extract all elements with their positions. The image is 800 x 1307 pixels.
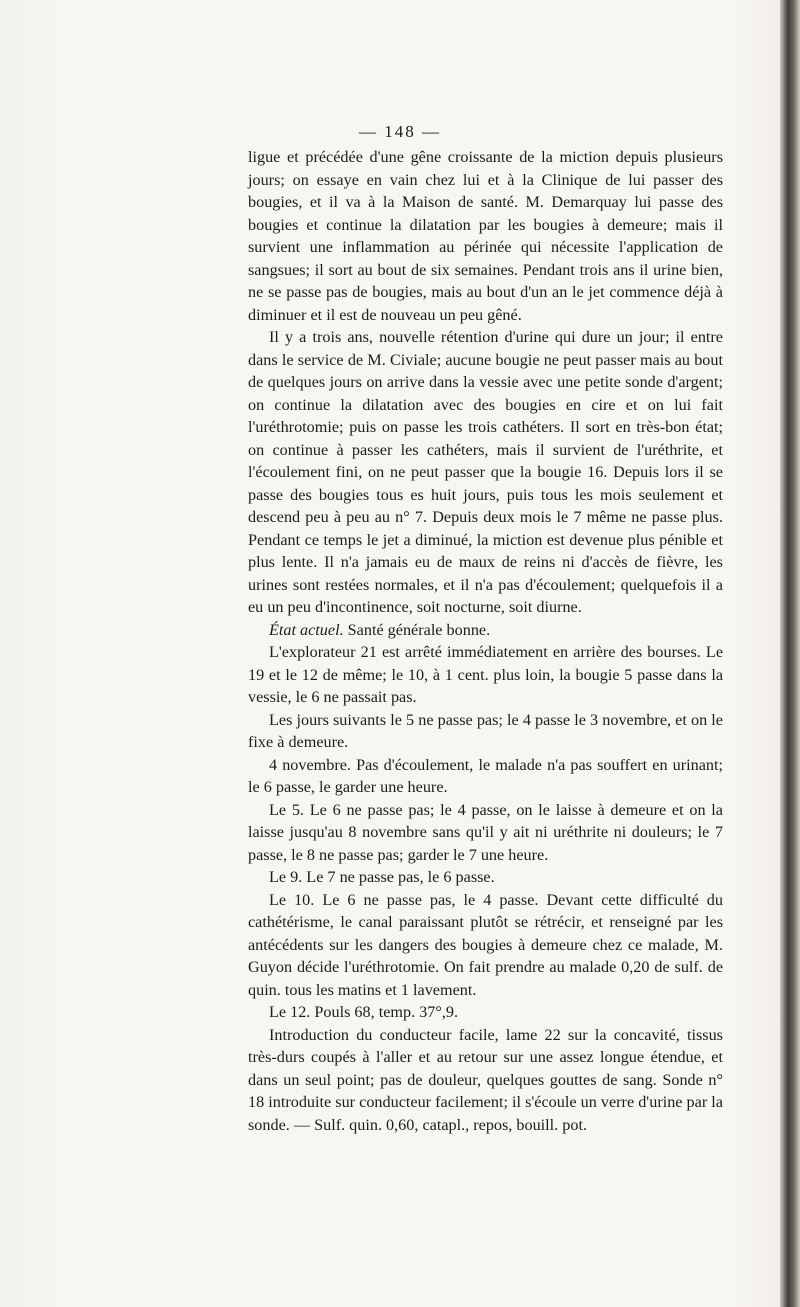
section-label: État actuel. [269, 620, 344, 639]
paragraph: Il y a trois ans, nouvelle rétention d'urine qui dure un jour; il entre dans le service de M. Civiale; aucune bougie ne peut passer mais au bout de quelques jours on arrive dans la vessie avec une petite sonde d'argent; on continue la dilatation avec des bougies en cire et on lui fait l'uréthrotomie; puis on passe les trois cathéters. Il sort en très-bon état; on continue à passer les cathéters, mais il survient de l'uréthrite, et l'écoulement fini, on ne peut passer que la bougie 16. Depuis lors il se passe des bougies tous es huit jours, puis tous les mois seulement et descend peu à peu au n° 7. Depuis deux mois le 7 même ne passe plus. Pendant ce temps le jet a diminué, la miction est devenue plus pénible et plus lente. Il n'a jamais eu de maux de reins ni d'accès de fièvre, les urines sont restées normales, et il n'a pas d'écoulement; quelquefois il a eu un peu d'incontinence, soit nocturne, soit diurne. [248, 328, 723, 616]
paragraph: Le 10. Le 6 ne passe pas, le 4 passe. Devant cette difficulté du cathétérisme, le canal paraissant plutôt se rétrécir, et renseigné par les antécédents sur les dangers des bougies à demeure chez ce malade, M. Guyon décide l'uréthrotomie. On fait prendre au malade 0,20 de sulf. de quin. tous les matins et 1 lavement. [248, 890, 723, 999]
paragraph: ligue et précédée d'une gêne croissante de la miction depuis plusieurs jours; on essaye en vain chez lui et à la Clinique de lui passer des bougies, et il va à la Maison de santé. M. Demarquay lui passe des bougies et continue la dilatation par les bougies à demeure; mais il survient une inflammation au périnée qui nécessite l'application de sangsues; il sort au bout de six semaines. Pendant trois ans il urine bien, ne se passe pas de bougies, mais au bout d'un an le jet commence déjà à diminuer et il est de nouveau un peu gêné. [248, 148, 723, 324]
paragraph: Le 9. Le 7 ne passe pas, le 6 passe. [269, 868, 495, 886]
paragraph [248, 619, 723, 642]
paragraph: 4 novembre. Pas d'écoulement, le malade n'a pas souffert en urinant; le 6 passe, le garder une heure. [248, 755, 723, 796]
paragraph: Introduction du conducteur facile, lame 22 sur la concavité, tissus très-durs coupés à l'aller et au retour sur une assez longue étendue, et dans un seul point; pas de douleur, quelques gouttes de sang. Sonde n° 18 introduite sur conducteur facilement; il s'écoule un verre d'urine par la sonde. — Sulf. quin. 0,60, catapl., repos, bouill. pot. [248, 1025, 723, 1134]
body-text [248, 146, 723, 1136]
paragraph: Le 5. Le 6 ne passe pas; le 4 passe, on le laisse à demeure et on la laisse jusqu'au 8 novembre sans qu'il y ait ni uréthrite ni douleurs; le 7 passe, le 8 ne passe pas; garder le 7 une heure. [248, 800, 723, 864]
paragraph: Les jours suivants le 5 ne passe pas; le 4 passe le 3 novembre, et on le fixe à demeure. [248, 710, 723, 751]
paragraph: Le 12. Pouls 68, temp. 37°,9. [269, 1003, 459, 1021]
paragraph: L'explorateur 21 est arrêté immédiatement en arrière des bourses. Le 19 et le 12 de même; le 10, à 1 cent. plus loin, la bougie 5 passe dans la vessie, le 6 ne passait pas. [248, 643, 723, 706]
page-edge-shadow [780, 0, 800, 1307]
paragraph-text: Santé générale bonne. [347, 620, 491, 639]
page-number: — 148 — [359, 122, 441, 141]
